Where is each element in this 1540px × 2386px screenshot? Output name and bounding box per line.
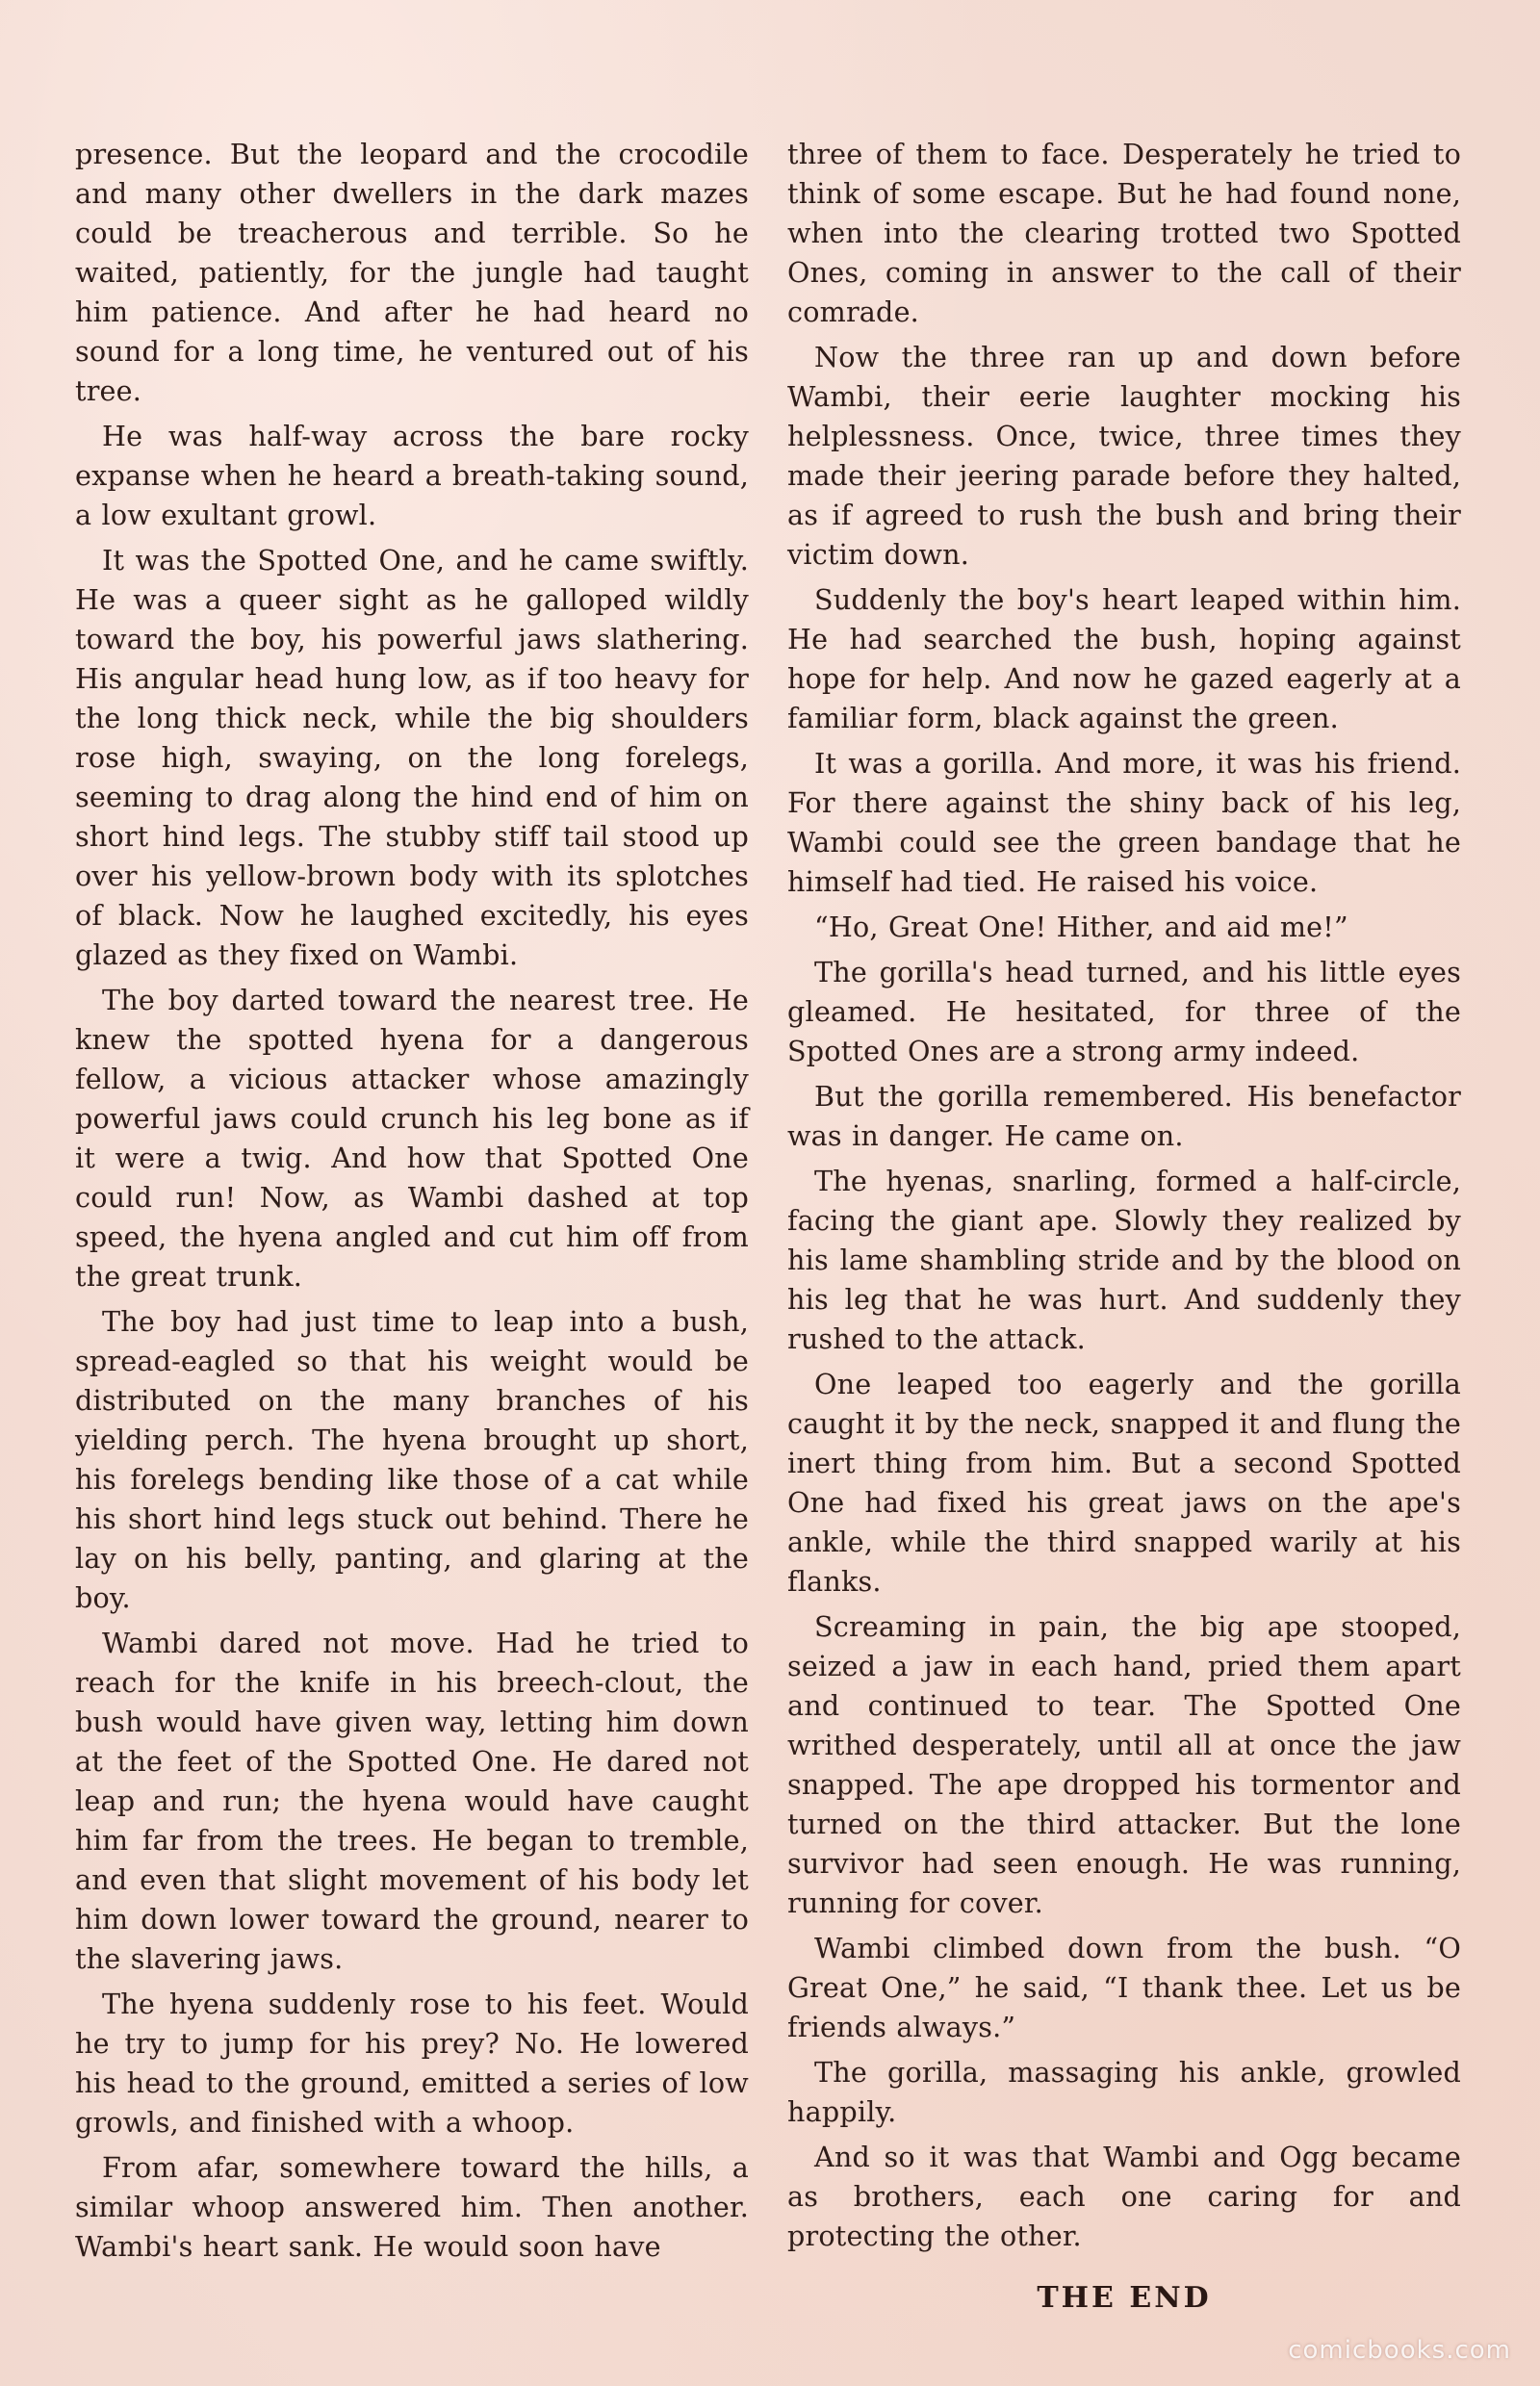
paragraph: three of them to face. Desperately he tried to think of some escape. But he had found none, when into the clearing trotted two Spotted Ones, coming in answer to the call of their comrade.: [787, 138, 1461, 328]
paragraph: The hyena suddenly rose to his feet. Would he try to jump for his prey? No. He lowered his head to the ground, emitted a series of low growls, and finished with a whoop.: [75, 1988, 749, 2139]
the-end-label: THE END: [1037, 2281, 1212, 2315]
paragraph: Suddenly the boy's heart leaped within him. He had searched the bush, hoping against hope for help. And now he gazed eagerly at a familiar form, black against the green.: [787, 583, 1461, 734]
paragraph: The boy had just time to leap into a bush, spread-eagled so that his weight would be distributed on the many branches of his yielding perch. The hyena brought up short, his forelegs bending like those of a cat while his short hind legs stuck out behind. There he lay on his belly, panting, and glaring at the boy.: [75, 1305, 749, 1614]
paragraph: Wambi climbed down from the bush. “O Great One,” he said, “I thank thee. Let us be friends always.”: [787, 1932, 1461, 2043]
paragraph: “Ho, Great One! Hither, and aid me!”: [814, 911, 1348, 943]
paragraph: Screaming in pain, the big ape stooped, seized a jaw in each hand, pried them apart and continued to tear. The Spotted One writhed desperately, until all at once the jaw snapped. The ape dropped his tormentor and turned on the third attacker. But the lone survivor had seen enough. He was running, running for cover.: [787, 1610, 1461, 1919]
paragraph: It was a gorilla. And more, it was his friend. For there against the shiny back of his leg, Wambi could see the green bandage that he himself had tied. He raised his voice.: [787, 747, 1461, 898]
paragraph: The gorilla, massaging his ankle, growled happily.: [787, 2056, 1461, 2128]
paragraph: presence. But the leopard and the crocodile and many other dwellers in the dark mazes could be treacherous and terrible. So he waited, patiently, for the jungle had taught him patience. And after he had heard no sound for a long time, he ventured out of his tree.: [75, 138, 749, 407]
paragraph: The boy darted toward the nearest tree. He knew the spotted hyena for a dangerous fellow, a vicious attacker whose amazingly powerful jaws could crunch his leg bone as if it were a twig. And how that Spotted One could run! Now, as Wambi dashed at top speed, the hyena angled and cut him off from the great trunk.: [75, 984, 749, 1293]
paragraph: Now the three ran up and down before Wambi, their eerie laughter mocking his helplessness. Once, twice, three times they made their jeering parade before they halted, as if agreed to rush the bush and bring their victim down.: [787, 341, 1461, 571]
site-watermark: comicbooks.com: [1288, 2336, 1511, 2365]
paragraph: From afar, somewhere toward the hills, a similar whoop answered him. Then another. Wambi's heart sank. He would soon have: [75, 2151, 749, 2263]
paragraph: He was half-way across the bare rocky expanse when he heard a breath-taking sound, a low exultant growl.: [75, 420, 749, 531]
paragraph: Wambi dared not move. Had he tried to reach for the knife in his breech-clout, the bush would have given way, letting him down at the feet of the Spotted One. He dared not leap and run; the hyena would have caught him far from the trees. He began to tremble, and even that slight movement of his body let him down lower toward the ground, nearer to the slavering jaws.: [75, 1627, 749, 1975]
paragraph: The gorilla's head turned, and his little eyes gleamed. He hesitated, for three of the Spotted Ones are a strong army indeed.: [787, 956, 1461, 1067]
right-column: [787, 135, 1461, 2315]
left-column: [75, 135, 749, 2272]
paragraph: But the gorilla remembered. His benefactor was in danger. He came on.: [787, 1080, 1461, 1152]
paragraph: And so it was that Wambi and Ogg became as brothers, each one caring for and protecting the other.: [787, 2141, 1461, 2252]
paragraph: The hyenas, snarling, formed a half-circle, facing the giant ape. Slowly they realized by his lame shambling stride and by the blood on his leg that he was hurt. And suddenly they rushed to the attack.: [787, 1165, 1461, 1355]
paragraph: One leaped too eagerly and the gorilla caught it by the neck, snapped it and flung the inert thing from him. But a second Spotted One had fixed his great jaws on the ape's ankle, while the third snapped warily at his flanks.: [787, 1368, 1461, 1598]
paragraph: It was the Spotted One, and he came swiftly. He was a queer sight as he galloped wildly toward the boy, his powerful jaws slathering. His angular head hung low, as if too heavy for the long thick neck, while the big shoulders rose high, swaying, on the long forelegs, seeming to drag along the hind end of him on short hind legs. The stubby stiff tail stood up over his yellow-brown body with its splotches of black. Now he laughed excitedly, his eyes glazed as they fixed on Wambi.: [75, 544, 749, 971]
